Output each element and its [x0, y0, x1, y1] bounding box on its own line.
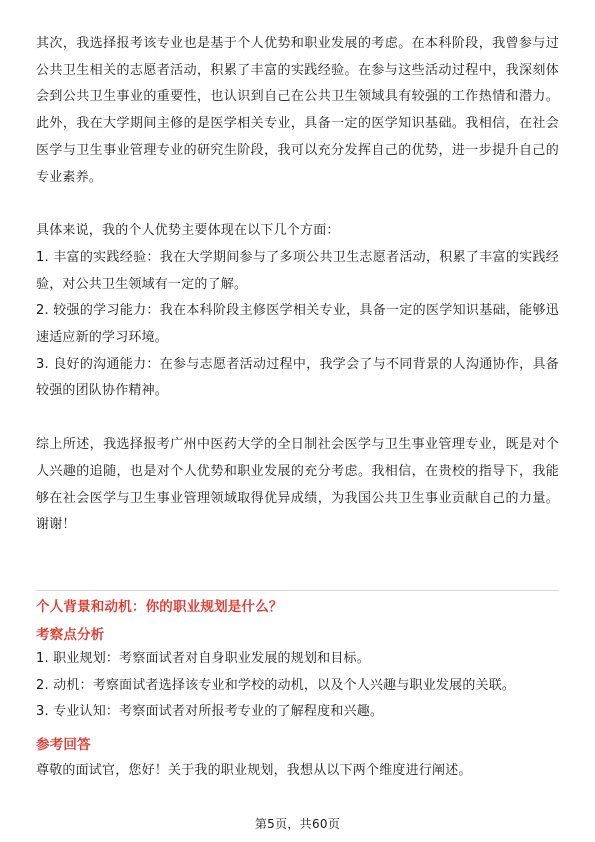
paragraph-conclusion: 综上所述，我选择报考广州中医药大学的全日制社会医学与卫生事业管理专业，既是对个人兴趣的追随，也是对个人优势和职业发展的充分考虑。我相信，在贵校的指导下，我能够在社会医学与卫生事业管理领域取得优异成绩，为我国公共卫生事业贡献自己的力量。谢谢！ — [36, 437, 559, 533]
analysis-item-1: 1. 职业规划：考察面试者对自身职业发展的规划和目标。 — [36, 651, 370, 666]
section-divider — [36, 590, 559, 591]
analysis-item-2: 2. 动机：考察面试者选择该专业和学校的动机，以及个人兴趣与职业发展的关联。 — [36, 677, 516, 693]
analysis-heading: 考察点分析 — [36, 627, 105, 643]
question-title: 个人背景和动机：你的职业规划是什么？ — [36, 599, 283, 615]
answer-text: 尊敬的面试官，您好！关于我的职业规划，我想从以下两个维度进行阐述。 — [36, 763, 472, 779]
spacer — [36, 191, 559, 218]
advantage-item-3: 3. 良好的沟通能力：在参与志愿者活动过程中，我学会了与不同背景的人沟通协作，具备较强的团队协作精神。 — [36, 356, 559, 399]
advantage-item-2: 2. 较强的学习能力：我在本科阶段主修医学相关专业，具备一定的医学知识基础，能够迅速适应新的学习环境。 — [36, 303, 559, 346]
advantage-item-1: 1. 丰富的实践经验：我在大学期间参与了多项公共卫生志愿者活动，积累了丰富的实践经验，对公共卫生领域有一定的了解。 — [36, 249, 559, 292]
main-content — [36, 31, 559, 539]
analysis-item-3: 3. 专业认知：考察面试者对所报考专业的了解程度和兴趣。 — [36, 704, 384, 720]
answer-heading: 参考回答 — [36, 737, 91, 754]
advantages-intro: 具体来说，我的个人优势主要体现在以下几个方面： — [36, 223, 340, 239]
paragraph-motivation-advantage: 其次，我选择报考该专业也是基于个人优势和职业发展的考虑。在本科阶段，我曾参与过公共卫生相关的志愿者活动，积累了丰富的实践经验。在参与这些活动过程中，我深刻体会到公共卫生事业的重要性，也认识到自己在公共卫生领域具有较强的工作热情和潜力。此外，我在大学期间主修的是医学相关专业，具备一定的医学知识基础。我相信，在社会医学与卫生事业管理专业的研究生阶段，我可以充分发挥自己的优势，进一步提升自己的专业素养。 — [36, 36, 559, 185]
spacer — [36, 405, 559, 432]
question-section — [36, 596, 559, 785]
page-number: 第5页，共60页 — [254, 817, 341, 831]
